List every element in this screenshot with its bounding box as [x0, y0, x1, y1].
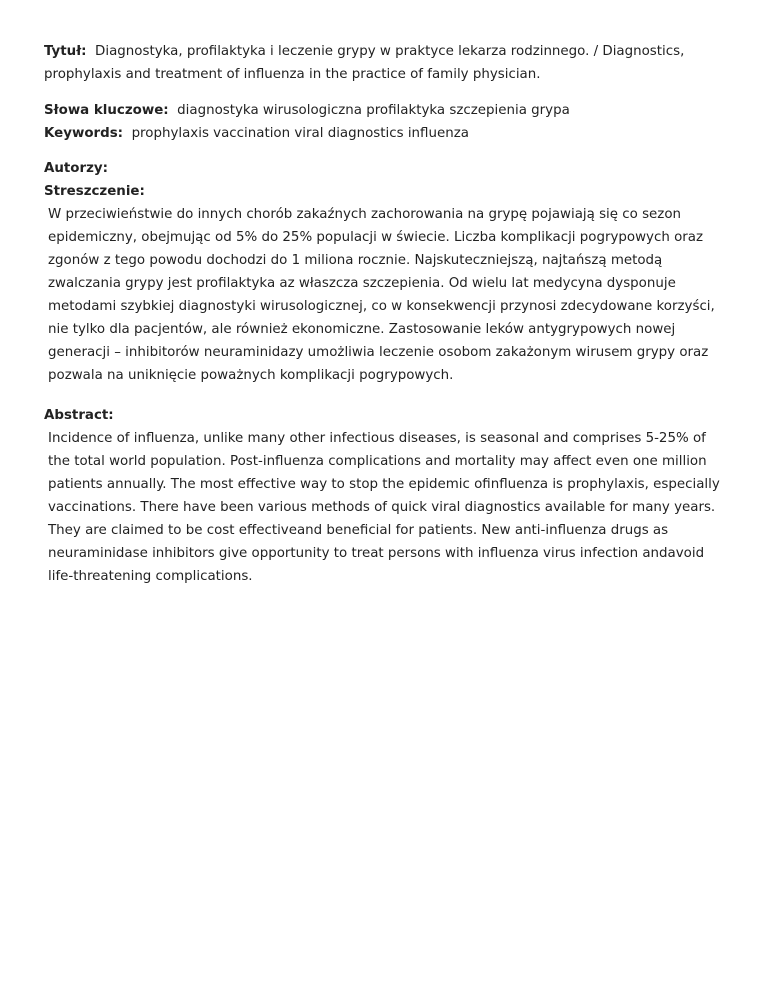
- keywords-en-field: [44, 122, 724, 145]
- keywords-pl-field: [44, 99, 724, 122]
- summary-paragraph: W przeciwieństwie do innych chorób zakaźnych zachorowania na grypę pojawiają się co sezon epidemiczny, obejmując od 5% do 25% populacji w świecie. Liczba komplikacji pogrypowych oraz zgonów z tego powodu dochodzi do 1 miliona rocznie. Najskuteczniejszą, najtańszą metodą zwalczania grypy jest profilaktyka az właszcza szczepienia. Od wielu lat medycyna dysponuje metodami szybkiej diagnostyki wirusologicznej, co w konsekwencji przynosi zdecydowane korzyści, nie tylko dla pacjentów, ale również ekonomiczne. Zastosowanie leków antygrypowych nowej generacji – inhibitorów neuraminidazy umożliwia leczenie osobom zakażonym wirusem grypy oraz pozwala na uniknięcie poważnych komplikacji pogrypowych.: [48, 207, 715, 383]
- authors-heading: Autorzy:: [44, 161, 108, 176]
- abstract-paragraph: Incidence of influenza, unlike many other infectious diseases, is seasonal and comprises 5-25% of the total world population. Post-influenza complications and mortality may affect even one million patients annually. The most effective way to stop the epidemic ofinfluenza is prophylaxis, especially vaccinations. There have been various methods of quick viral diagnostics available for many years. They are claimed to be cost effectiveand beneficial for patients. New anti-influenza drugs as neuraminidase inhibitors give opportunity to treat persons with influenza virus infection andavoid life-threatening complications.: [48, 431, 720, 584]
- summary-heading: Streszczenie:: [44, 184, 145, 199]
- title-field: [44, 40, 724, 86]
- keywords-en-text: prophylaxis vaccination viral diagnostics influenza: [131, 126, 469, 141]
- keywords-en-label: Keywords:: [44, 126, 124, 141]
- keywords-pl-text: diagnostyka wirusologiczna profilaktyka szczepienia grypa: [177, 103, 570, 118]
- abstract-heading: Abstract:: [44, 408, 114, 423]
- title-label: Tytuł:: [44, 44, 87, 59]
- title-text: Diagnostyka, profilaktyka i leczenie grypy w praktyce lekarza rodzinnego. / Diagnostics, prophylaxis and treatment of influenza in the practice of family physician.: [44, 44, 685, 82]
- keywords-pl-label: Słowa kluczowe:: [44, 103, 169, 118]
